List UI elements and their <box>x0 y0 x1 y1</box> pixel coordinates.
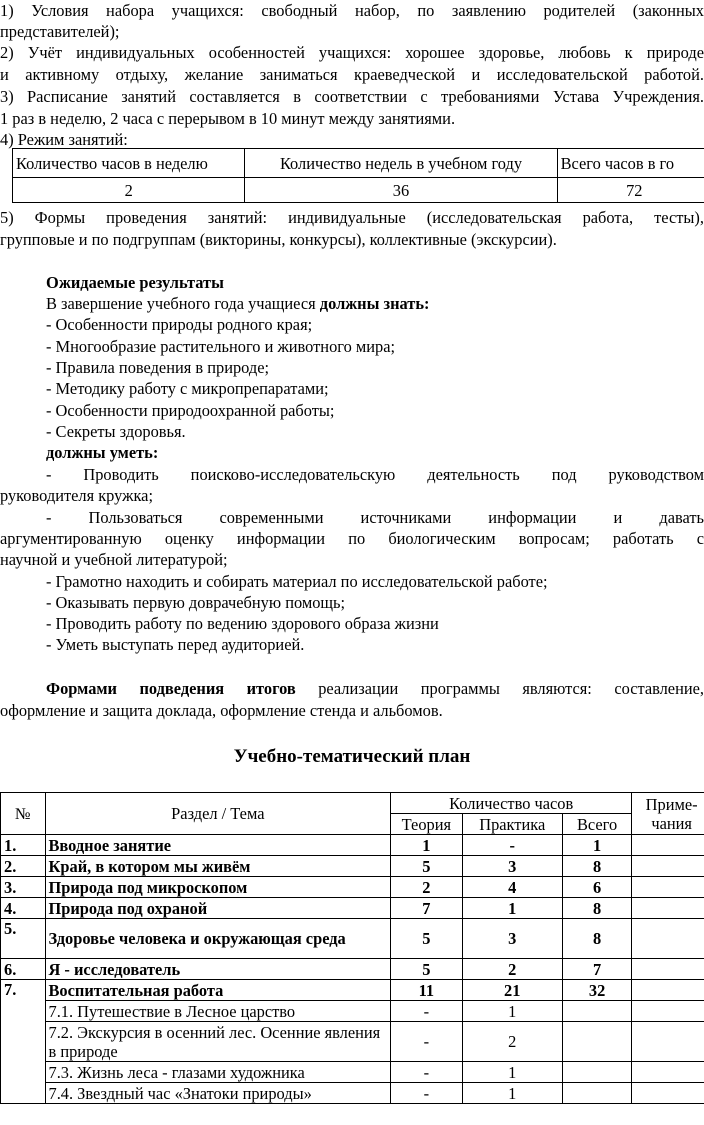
plan-subrow-theory: - <box>391 1022 462 1062</box>
can-item: аргументированную оценку информации по биологическим вопросам; работать с <box>0 529 704 548</box>
know-item: - Правила поведения в природе; <box>46 358 270 377</box>
plan-row-note <box>632 898 704 919</box>
plan-subrow <box>1 1083 704 1104</box>
know-item: - Секреты здоровья. <box>46 422 186 441</box>
plan-subrow-note <box>632 1022 704 1062</box>
schedule-header-row <box>13 149 704 178</box>
plan-table <box>0 792 704 1104</box>
plan-row-practice: 3 <box>462 919 562 959</box>
plan-row-title: Край, в котором мы живём <box>45 856 391 877</box>
schedule-value-row <box>13 178 704 203</box>
summary-line: оформление и защита доклада, оформление стенда и альбомов. <box>0 701 443 720</box>
plan-title: Учебно-тематический план <box>233 746 471 767</box>
plan-row <box>1 959 704 980</box>
plan-header-practice: Практика <box>462 814 562 835</box>
plan-row-note <box>632 835 704 856</box>
plan-row-practice: 2 <box>462 959 562 980</box>
plan-subrow <box>1 1062 704 1083</box>
can-item: - Пользоваться современными источниками информации и давать <box>46 508 704 527</box>
schedule-header-cell: Количество часов в неделю <box>13 149 245 178</box>
plan-row-practice: - <box>462 835 562 856</box>
text-line: 1 раз в неделю, 2 часа с перерывом в 10 минут между занятиями. <box>0 109 456 128</box>
can-item: - Проводить поисково-исследовательскую деятельность под руководством <box>46 465 704 484</box>
plan-row-theory: 5 <box>391 919 462 959</box>
plan-row <box>1 877 704 898</box>
text-line: 3) Расписание занятий составляется в соответствии с требованиями Устава Учреждения. <box>0 87 704 106</box>
plan-subrow-title: 7.4. Звездный час «Знатоки природы» <box>45 1083 391 1104</box>
schedule-value-cell: 2 <box>13 178 245 203</box>
plan-row-title: Природа под микроскопом <box>45 877 391 898</box>
plan-subrow-practice: 1 <box>462 1062 562 1083</box>
plan-row-total: 1 <box>562 835 631 856</box>
plan-row <box>1 980 704 1001</box>
results-intro: В завершение учебного года учащиеся должны знать: <box>46 294 430 313</box>
schedule-header-cell: Всего часов в го <box>557 149 704 178</box>
plan-row <box>1 898 704 919</box>
plan-row-total: 8 <box>562 898 631 919</box>
text-line: 4) Режим занятий: <box>0 130 128 149</box>
plan-row-num: 7. <box>1 980 46 1104</box>
can-item: - Оказывать первую доврачебную помощь; <box>46 593 346 612</box>
plan-subrow-title: 7.3. Жизнь леса - глазами художника <box>45 1062 391 1083</box>
know-item: - Методику работу с микропрепаратами; <box>46 379 329 398</box>
text-line: и активному отдыху, желание заниматься краеведческой и исследовательской работой. <box>0 65 704 84</box>
plan-row-total: 7 <box>562 959 631 980</box>
plan-subrow-total <box>562 1062 631 1083</box>
plan-subrow-theory: - <box>391 1083 462 1104</box>
plan-header-row <box>1 793 704 814</box>
can-item: научной и учебной литературой; <box>0 550 228 569</box>
plan-subrow-practice: 1 <box>462 1001 562 1022</box>
text-line: 1) Условия набора учащихся: свободный набор, по заявлению родителей (законных <box>0 1 704 20</box>
plan-header-section: Раздел / Тема <box>45 793 391 835</box>
plan-row-practice: 1 <box>462 898 562 919</box>
plan-row-num: 3. <box>1 877 46 898</box>
plan-row-theory: 2 <box>391 877 462 898</box>
plan-row-num: 1. <box>1 835 46 856</box>
plan-row-note <box>632 919 704 959</box>
plan-row-practice: 3 <box>462 856 562 877</box>
know-item: - Особенности природы родного края; <box>46 315 313 334</box>
text-line: представителей); <box>0 22 120 41</box>
plan-row-theory: 11 <box>391 980 462 1001</box>
plan-row-total: 32 <box>562 980 631 1001</box>
plan-row-note <box>632 959 704 980</box>
plan-row-total: 8 <box>562 919 631 959</box>
plan-subrow-note <box>632 1083 704 1104</box>
plan-row-note <box>632 877 704 898</box>
plan-subrow-total <box>562 1001 631 1022</box>
plan-subrow <box>1 1022 704 1062</box>
plan-subrow <box>1 1001 704 1022</box>
know-item: - Особенности природоохранной работы; <box>46 401 335 420</box>
plan-row <box>1 835 704 856</box>
plan-header-theory: Теория <box>391 814 462 835</box>
plan-row <box>1 856 704 877</box>
plan-row-total: 6 <box>562 877 631 898</box>
plan-row-note <box>632 980 704 1001</box>
plan-subrow-theory: - <box>391 1001 462 1022</box>
plan-header-total: Всего <box>562 814 631 835</box>
know-item: - Многообразие растительного и животного мира; <box>46 337 396 356</box>
can-heading: должны уметь: <box>46 443 159 462</box>
plan-header-note: Приме- чания <box>632 793 704 835</box>
plan-subrow-title: 7.2. Экскурсия в осенний лес. Осенние явления в природе <box>45 1022 391 1062</box>
plan-row-title: Вводное занятие <box>45 835 391 856</box>
plan-row-theory: 5 <box>391 959 462 980</box>
text-line: групповые и по подгруппам (викторины, конкурсы), коллективные (экскурсии). <box>0 230 557 249</box>
summary-line: Формами подведения итогов реализации программы являются: составление, <box>46 679 704 698</box>
plan-row-title: Я - исследователь <box>45 959 391 980</box>
plan-row-theory: 5 <box>391 856 462 877</box>
plan-subrow-note <box>632 1062 704 1083</box>
plan-subrow-total <box>562 1022 631 1062</box>
schedule-table <box>12 148 704 203</box>
plan-row-title: Здоровье человека и окружающая среда <box>45 919 391 959</box>
can-item: - Проводить работу по ведению здорового образа жизни <box>46 614 439 633</box>
plan-row-num: 6. <box>1 959 46 980</box>
plan-row-note <box>632 856 704 877</box>
plan-subrow-practice: 1 <box>462 1083 562 1104</box>
plan-subrow-note <box>632 1001 704 1022</box>
text-line: 5) Формы проведения занятий: индивидуальные (исследовательская работа, тесты), <box>0 208 704 227</box>
schedule-value-cell: 36 <box>245 178 557 203</box>
schedule-header-cell: Количество недель в учебном году <box>245 149 557 178</box>
plan-subrow-theory: - <box>391 1062 462 1083</box>
plan-subrow-title: 7.1. Путешествие в Лесное царство <box>45 1001 391 1022</box>
results-heading: Ожидаемые результаты <box>46 273 224 292</box>
plan-row-title: Природа под охраной <box>45 898 391 919</box>
plan-subrow-practice: 2 <box>462 1022 562 1062</box>
plan-row-num: 5. <box>1 919 46 959</box>
plan-row-practice: 21 <box>462 980 562 1001</box>
text-line: 2) Учёт индивидуальных особенностей учащихся: хорошее здоровье, любовь к природе <box>0 43 704 62</box>
schedule-value-cell: 72 <box>557 178 704 203</box>
plan-row-theory: 7 <box>391 898 462 919</box>
plan-row-num: 2. <box>1 856 46 877</box>
plan-header-num: № <box>1 793 46 835</box>
can-item: руководителя кружка; <box>0 486 154 505</box>
plan-row-theory: 1 <box>391 835 462 856</box>
plan-header-hours: Количество часов <box>391 793 632 814</box>
can-item: - Грамотно находить и собирать материал по исследовательской работе; <box>46 572 548 591</box>
plan-row <box>1 919 704 959</box>
plan-row-num: 4. <box>1 898 46 919</box>
can-item: - Уметь выступать перед аудиторией. <box>46 635 305 654</box>
plan-subrow-total <box>562 1083 631 1104</box>
plan-row-title: Воспитательная работа <box>45 980 391 1001</box>
plan-row-total: 8 <box>562 856 631 877</box>
plan-row-practice: 4 <box>462 877 562 898</box>
